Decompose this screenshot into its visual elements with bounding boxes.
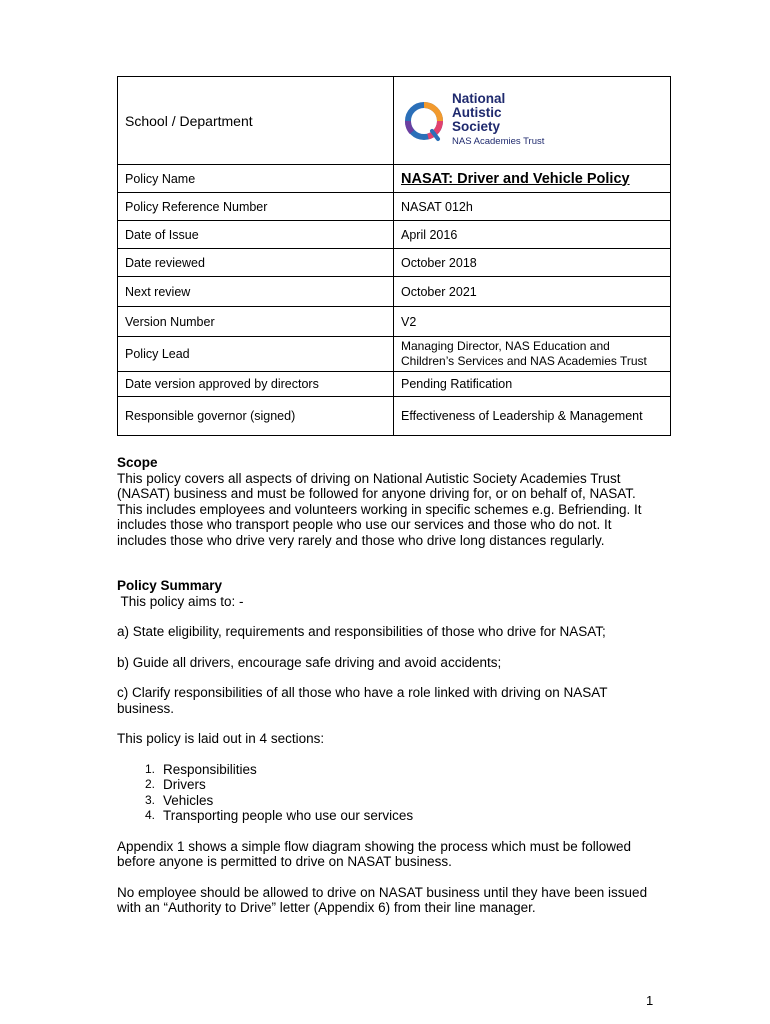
logo-line-2: Autistic: [452, 105, 502, 120]
list-number: 1.: [144, 761, 155, 776]
scope-heading: Scope: [117, 455, 158, 470]
list-item: [117, 777, 657, 793]
table-row: [118, 165, 671, 193]
policy-lead-line-2: Children’s Services and NAS Academies Trust: [401, 354, 647, 368]
nas-ring-icon: [402, 99, 446, 143]
summary-intro: This policy aims to: -: [117, 593, 244, 609]
list-number: 2.: [144, 777, 155, 791]
scope-text: This policy covers all aspects of driving on National Autistic Society Academies Trust (NASAT) business and must be followed for anyone driving for, or on behalf of, NASAT. This includes employees and volunteers working in specific schemes e.g. Befriending. It includes those who transport people who use our services and those who do not. It includes those who drive very rarely and those who drive long distances regularly.: [117, 470, 642, 548]
list-number: 3.: [144, 792, 155, 807]
table-row: [118, 221, 671, 249]
table-row: [118, 372, 671, 397]
row-value: April 2016: [394, 221, 671, 249]
aim-item: b) Guide all drivers, encourage safe driving and avoid accidents;: [117, 654, 502, 670]
row-value: [394, 337, 671, 372]
row-label: Policy Lead: [118, 337, 394, 372]
sections-intro: This policy is laid out in 4 sections:: [117, 731, 325, 746]
logo-line-3: Society: [452, 119, 501, 134]
document-body: [117, 455, 657, 916]
list-item: [117, 793, 657, 809]
aim-item: a) State eligibility, requirements and responsibilities of those who drive for NASAT;: [117, 624, 606, 639]
list-label: Responsibilities: [163, 761, 257, 777]
row-label: Policy Reference Number: [118, 193, 394, 221]
list-label: Transporting people who use our services: [163, 808, 414, 823]
row-label: Version Number: [118, 307, 394, 337]
page-number: 1: [646, 993, 654, 1008]
department-label: School / Department: [125, 112, 253, 129]
list-label: Drivers: [163, 777, 206, 792]
table-row-header: [118, 77, 671, 165]
row-value: October 2021: [394, 277, 671, 307]
logo-subtitle: NAS Academies Trust: [452, 136, 545, 147]
row-label: Date reviewed: [118, 249, 394, 277]
table-row: [118, 277, 671, 307]
table-row: [118, 249, 671, 277]
row-label: Next review: [118, 277, 394, 307]
logo-cell: [394, 77, 671, 165]
list-item: [117, 808, 657, 824]
aim-item: c) Clarify responsibilities of all those who have a role linked with driving on NASAT business.: [117, 685, 608, 716]
table-row: [118, 307, 671, 337]
logo-line-1: National: [452, 91, 506, 106]
row-value: October 2018: [394, 249, 671, 277]
row-value: Effectiveness of Leadership & Management: [394, 397, 671, 436]
authority-text: No employee should be allowed to drive on NASAT business until they have been issued with an “Authority to Drive” letter (Appendix 6) from their line manager.: [117, 884, 648, 915]
nas-logo: [402, 92, 670, 149]
row-value: V2: [394, 307, 671, 337]
sections-list: [117, 762, 657, 824]
summary-heading: Policy Summary: [117, 578, 223, 593]
row-label: Date of Issue: [118, 221, 394, 249]
list-number: 4.: [144, 808, 155, 822]
list-item: [117, 762, 657, 778]
row-value: Pending Ratification: [394, 372, 671, 397]
table-row: [118, 337, 671, 372]
row-value: NASAT 012h: [394, 193, 671, 221]
policy-lead-line-1: Managing Director, NAS Education and: [401, 339, 610, 353]
row-label: Policy Name: [118, 165, 394, 193]
department-cell: [118, 77, 394, 165]
table-row: [118, 397, 671, 436]
appendix-text: Appendix 1 shows a simple flow diagram showing the process which must be followed before anyone is permitted to drive on NASAT business.: [117, 838, 632, 869]
policy-title: NASAT: Driver and Vehicle Policy: [394, 165, 671, 193]
policy-info-table: [117, 76, 671, 436]
table-row: [118, 193, 671, 221]
row-label: Date version approved by directors: [118, 372, 394, 397]
list-label: Vehicles: [163, 792, 214, 808]
row-label: Responsible governor (signed): [118, 397, 394, 436]
